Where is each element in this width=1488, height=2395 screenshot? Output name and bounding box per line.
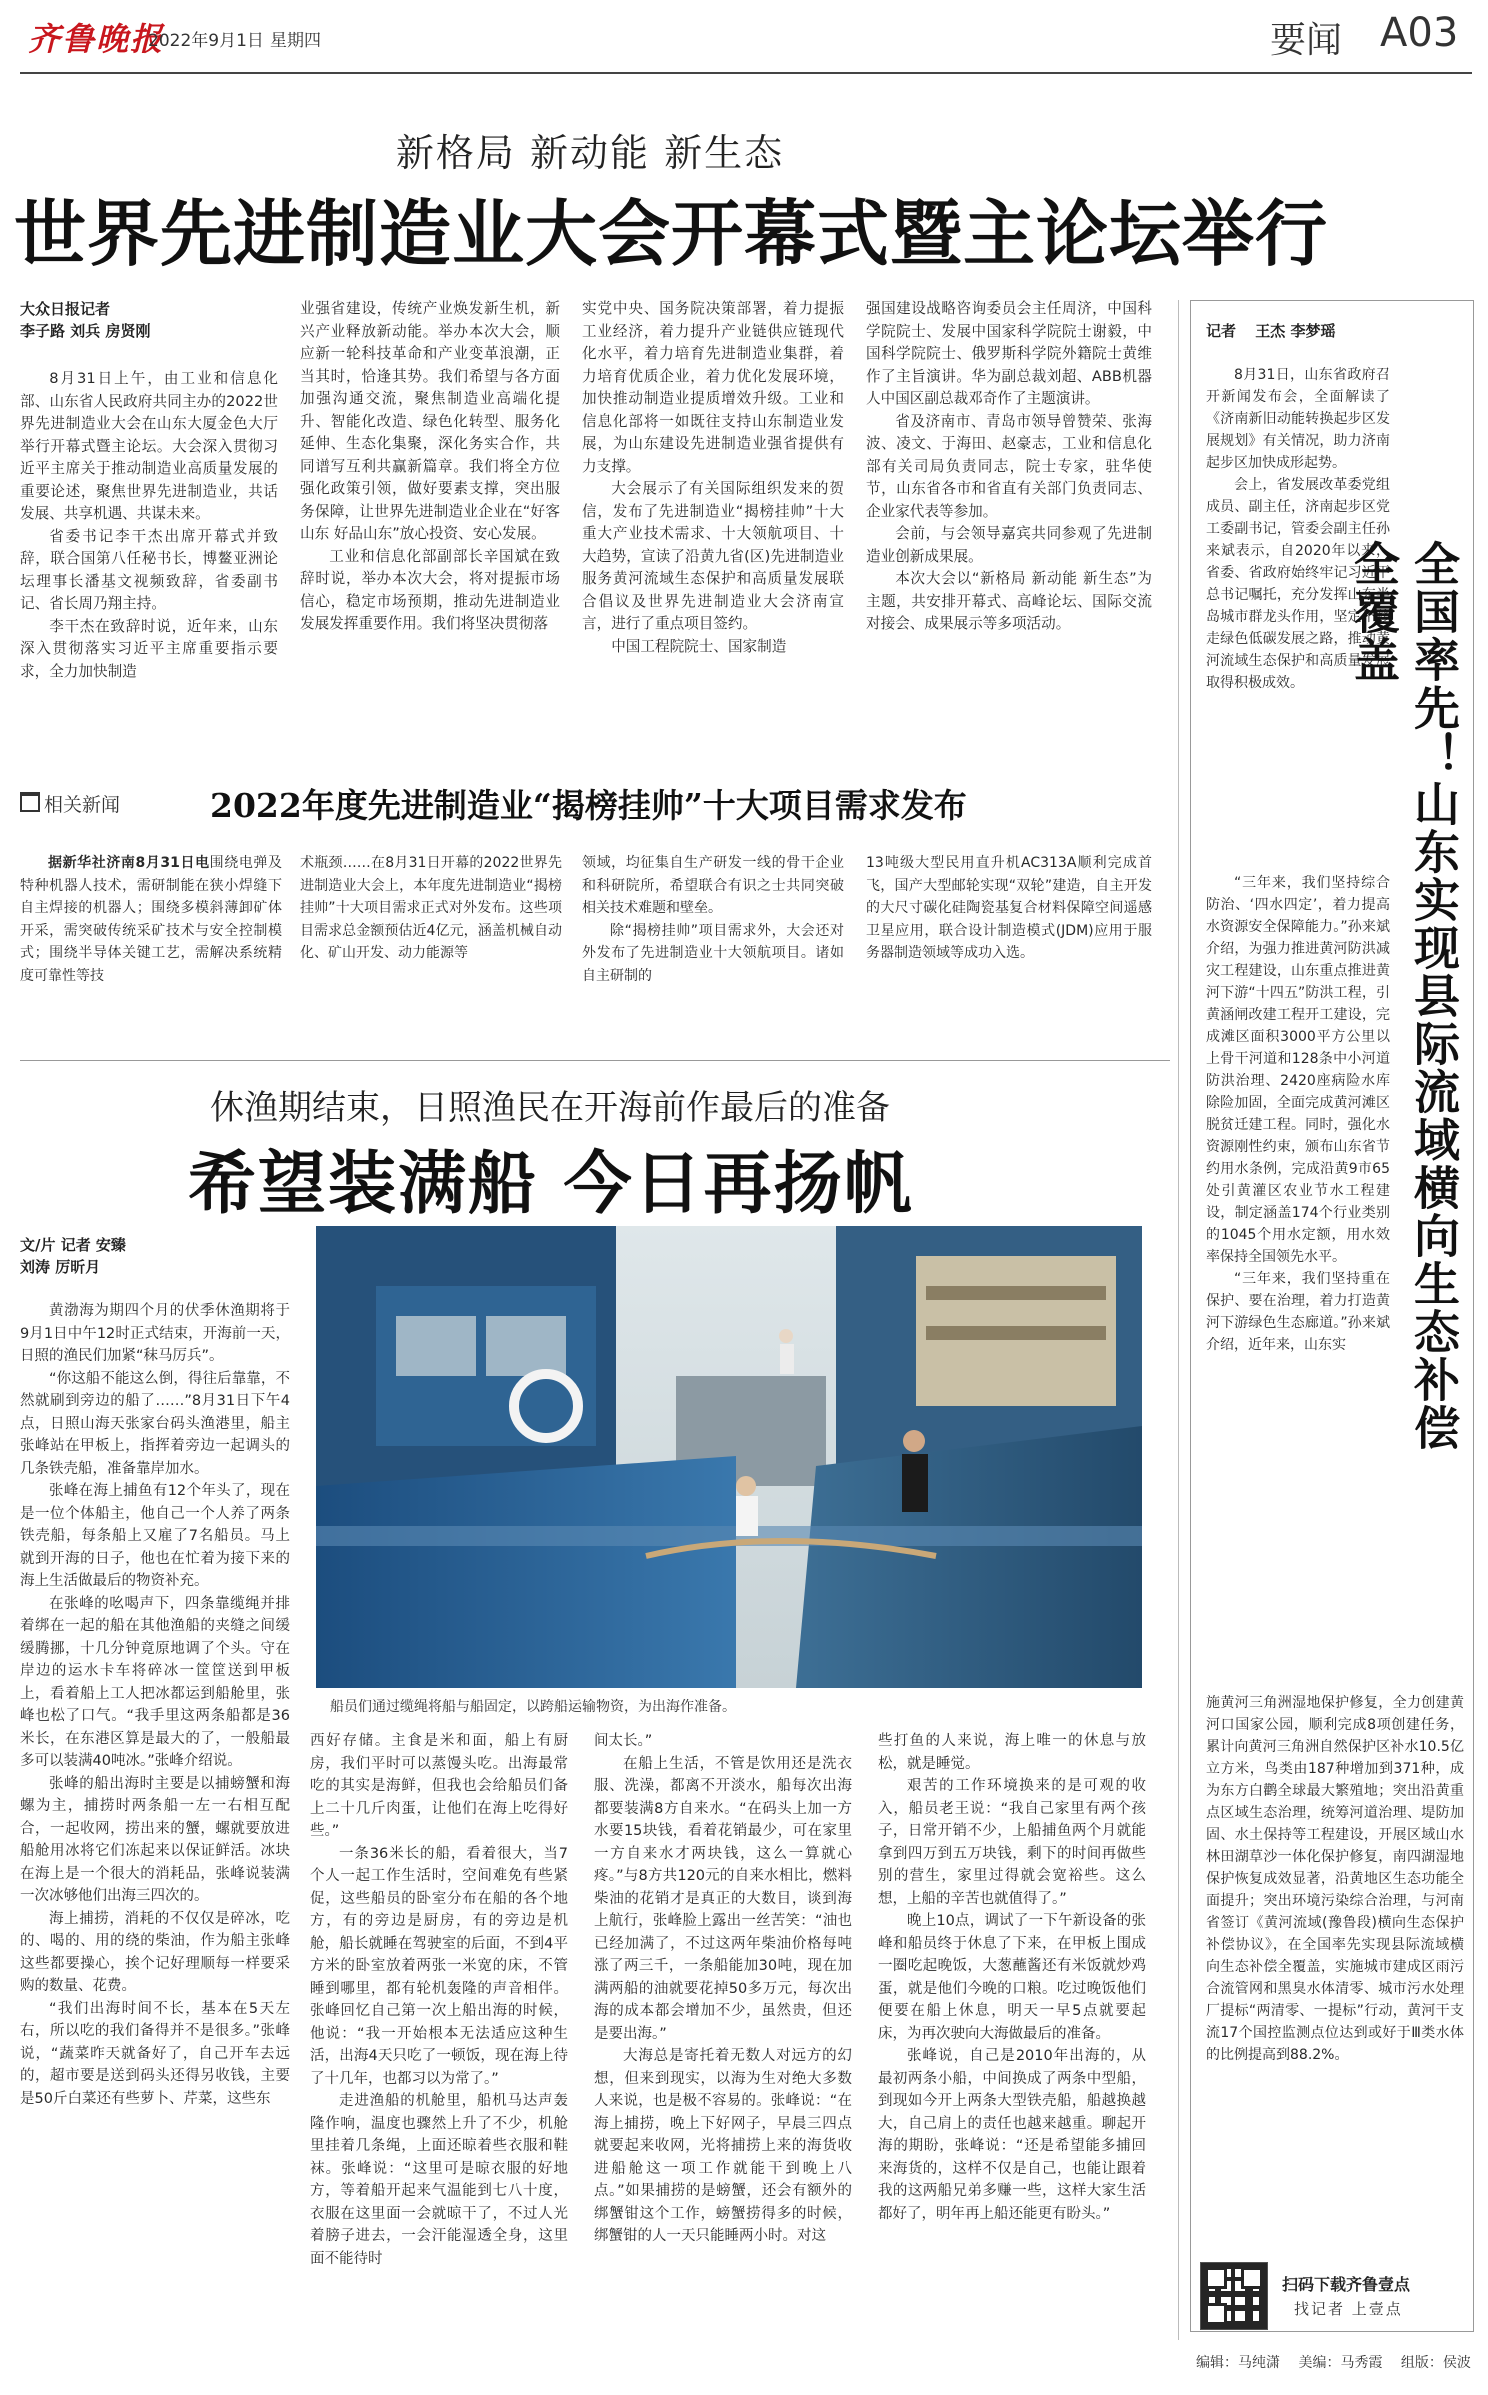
paragraph: 艰苦的工作环境换来的是可观的收入，船员老王说：“我自己家里有两个孩子，日常开销不少，上船捕鱼两个月就能拿到四万到五万块钱，剩下的时间再做些别的营生，家里过得就会宽裕些。这么想，上船的辛苦也就值得了。” [878, 1778, 1146, 1907]
qr-title: 扫码下载齐鲁壹点 [1282, 2275, 1411, 2294]
paragraph: “三年来，我们坚持综合防治、‘四水四定’，着力提高水资源安全保障能力。”孙来斌介绍，为强力推进黄河防洪减灾工程建设，山东重点推进黄河下游“十四五”防洪工程，引黄涵闸改建工程开工建设，完成滩区面积3000平方公里以上骨干河道和128条中小河道防洪治理、2420座病险水库除险加固，全面完成黄河滩区脱贫迁建工程。同时，强化水资源刚性约束，颁布山东省节约用水条例，完成沿黄9市65处引黄灌区农业节水工程建设，制定涵盖174个行业类别的1045个用水定额，用水效率保持全国领先水平。 [1206, 875, 1390, 1265]
lead-byline-names: 李子路 刘兵 房贤刚 [20, 322, 151, 340]
related-column-2 [300, 852, 562, 1052]
sidebar-divider [1178, 300, 1179, 2340]
paragraph: 些打鱼的人来说，海上唯一的休息与放松，就是睡觉。 [878, 1733, 1146, 1772]
paragraph: 强国建设战略咨询委员会主任周济，中国科学院院士、发展中国家科学院院士谢毅，中国科学院院士、俄罗斯科学院外籍院士黄维作了主旨演讲。华为副总裁刘超、ABB机器人中国区副总裁邓奇作了主题演讲。 [866, 300, 1152, 407]
paragraph: “你这船不能这么倒，得往后靠靠，不然就刷到旁边的船了……”8月31日下午4点，日照山海天张家台码头渔港里，船主张峰站在甲板上，指挥着旁边一起调头的几条铁壳船，准备靠岸加水。 [20, 1370, 290, 1477]
paragraph: 中国工程院院士、国家制造 [611, 637, 787, 655]
lead-kicker: 新格局 新动能 新生态 [395, 131, 785, 175]
fishing-title: 希望装满船 今日再扬帆 [188, 1144, 914, 1224]
paragraph: 实党中央、国务院决策部署，着力提振工业经济，着力提升产业链供应链现代化水平，着力培育先进制造业集群，着力培育优质企业，着力优化发展环境，加快推动制造业提质增效升级。工业和信息化部将一如既往支持山东制造业发展，为山东建设先进制造业强省提供有力支撑。 [582, 300, 844, 475]
paragraph: 晚上10点，调试了一下午新设备的张峰和船员终于休息了下来，在甲板上围成一圈吃起晚饭，大葱蘸酱还有米饭就炒鸡蛋，就是他们今晚的口粮。吃过晚饭他们便要在船上休息，明天一早5点就要起床，为再次驶向大海做最后的准备。 [878, 1913, 1146, 2042]
dateline: 据新华社济南8月31日电 [48, 855, 210, 871]
photo-caption: 船员们通过缆绳将船与船固定，以跨船运输物资，为出海作准备。 [330, 1699, 736, 1715]
related-news-label: 相关新闻 [44, 794, 121, 816]
newspaper-icon [20, 792, 40, 812]
lead-byline-org: 大众日报记者 [20, 300, 111, 318]
paragraph: 间太长。” [594, 1733, 653, 1749]
lead-column-2 [300, 298, 560, 754]
related-column-1 [20, 852, 282, 1052]
fishing-kicker: 休渔期结束，日照渔民在开海前作最后的准备 [210, 1088, 890, 1128]
paragraph: 业强省建设，传统产业焕发新生机，新兴产业释放新动能。举办本次大会，顺应新一轮科技革命和产业变革浪潮，正当其时，恰逢其势。我们希望与各方面加强沟通交流，聚焦制造业高端化提升、智能化改造、绿色化转型、服务化延伸、生态化集聚，深化务实合作，共同谱写互利共赢新篇章。我们将全方位强化政策引领，做好要素支撑，突出服务保障，让世界先进制造业企业在“好客山东 好品山东”放心投资、安心发展。 [300, 300, 560, 542]
paragraph: 海上捕捞，消耗的不仅仅是碎冰，吃的、喝的、用的绕的柴油，作为船主张峰这些都要操心，挨个记好理顺每一样要采购的数量、花费。 [20, 1910, 290, 1994]
section-name: 要闻 [1270, 20, 1343, 61]
footer-editor: 编辑：马纯潇 [1196, 2355, 1280, 2371]
fishing-column-4 [878, 1730, 1146, 2340]
issue-weekday: 星期四 [270, 31, 321, 51]
paragraph: 围绕电弹及特种机器人技术，需研制能在狭小焊缝下自主焊接的机器人；围绕多模斜薄卸矿体开采，需突破传统采矿技术与安全控制模式；围绕半导体关键工艺，需解决系统精度可靠性等技 [20, 855, 282, 984]
paragraph: 本次大会以“新格局 新动能 新生态”为主题，共安排开幕式、高峰论坛、国际交流对接会、成果展示等多项活动。 [866, 570, 1152, 632]
paragraph: 省委书记李干杰出席开幕式并致辞，联合国第八任秘书长，博鳌亚洲论坛理事长潘基文视频致辞，省委副书记、省长周乃翔主持。 [20, 527, 278, 612]
paragraph: 术瓶颈……在8月31日开幕的2022世界先进制造业大会上，本年度先进制造业“揭榜挂帅”十大项目需求正式对外发布。这些项目需求总金额预估近4亿元，涵盖机械自动化、矿山开发、动力能源等 [300, 855, 562, 961]
paragraph: 领域，均征集自生产研发一线的骨干企业和科研院所，希望联合有识之士共同突破相关技术难题和壁垒。 [582, 855, 844, 916]
paragraph: 走进渔船的机舱里，船机马达声轰隆作响，温度也骤然上升了不少，机舱里挂着几条绳，上面还晾着些衣服和鞋袜。张峰说：“这里可是晾衣服的好地方，等着船开起来气温能到七八十度，衣服在这里面一会就晾干了，不过人光着膀子进去，一会汗能湿透全身，这里面不能待时 [310, 2093, 568, 2267]
paragraph: 西好存储。主食是米和面，船上有厨房，我们平时可以蒸馒头吃。出海最常吃的其实是海鲜，但我也会给船员们备上二十几斤肉蛋，让他们在海上吃得好些。” [310, 1733, 568, 1839]
paragraph: 大会展示了有关国际组织发来的贺信，发布了先进制造业“揭榜挂帅”十大重大产业技术需求、十大领航项目、十大趋势，宣读了沿黄九省(区)先进制造业服务黄河流域生态保护和高质量发展联合倡议及世界先进制造业大会济南宣言，进行了重点项目签约。 [582, 480, 844, 632]
paragraph: 除“揭榜挂帅”项目需求外，大会还对外发布了先进制造业十大领航项目。诸如自主研制的 [582, 922, 844, 984]
header-rule [20, 72, 1472, 74]
section-divider [20, 1060, 1170, 1061]
qr-subtitle: 找记者 上壹点 [1294, 2300, 1403, 2318]
sidebar-column-mid [1206, 872, 1390, 1692]
fishing-column-3 [594, 1730, 852, 2340]
paragraph: 8月31日，山东省政府召开新闻发布会，全面解读了《济南新旧动能转换起步区发展规划》有关情况，助力济南起步区加快成形起势。 [1206, 367, 1390, 471]
footer-proof: 组版：侯波 [1400, 2355, 1471, 2371]
paragraph: 张峰的船出海时主要是以捕螃蟹和海螺为主，捕捞时两条船一左一右相互配合，一起收网，捞出来的蟹，螺就要放进船舱用冰将它们冻起来以保证鲜活。冰块在海上是一个很大的消耗品，张峰说装满一次冰够他们出海三四次的。 [20, 1775, 290, 1904]
sidebar-reporter-label: 记者 [1206, 322, 1237, 340]
sidebar-column-bottom [1206, 1692, 1464, 2242]
fishing-column-1 [20, 1300, 290, 2340]
page-number: A03 [1380, 10, 1459, 56]
newspaper-logo: 齐鲁晚报 [28, 20, 165, 58]
paragraph: 会上，省发展改革委党组成员、副主任，济南起步区党工委副书记，管委会副主任孙来斌表示，自2020年以来，省委、省政府始终牢记习近平总书记嘱托，充分发挥山东半岛城市群龙头作用，坚定不移走绿色低碳发展之路，推动黄河流域生态保护和高质量发展取得积极成效。 [1206, 477, 1390, 691]
paragraph: 施黄河三角洲湿地保护修复，全力创建黄河口国家公园，顺利完成8项创建任务，累计向黄河三角洲自然保护区补水10.5亿立方米，鸟类由187种增加到371种，成为东方白鹳全球最大繁殖地；突出沿黄重点区域生态治理，统筹河道治理、堤防加固、水土保持等工程建设，开展区域山水林田湖草沙一体化保护修复，南四湖湿地保护恢复成效显著，沿黄地区生态功能全面提升；突出环境污染综合治理，与河南省签订《黄河流域(豫鲁段)横向生态保护补偿协议》，在全国率先实现县际流域横向生态补偿全覆盖，实施城市建成区雨污合流管网和黑臭水体清零、城市污水处理厂提标“两清零、一提标”行动，黄河干支流17个国控监测点位达到或好于Ⅲ类水体的比例提高到88.2%。 [1206, 1695, 1464, 2063]
fishing-byline-2: 刘涛 厉昕月 [20, 1258, 101, 1276]
paragraph: 张峰说，自己是2010年出海的，从最初两条小船，中间换成了两条中型船，到现如今开上两条大型铁壳船，船越换越大，自己肩上的责任也越来越重。聊起开海的期盼，张峰说：“还是希望能多捕回来海货的，这样不仅是自己，也能让跟着我的这两船兄弟多赚一些，这样大家生活都好了，明年再上船还能更有盼头。” [878, 2048, 1146, 2222]
paragraph: 黄渤海为期四个月的伏季休渔期将于9月1日中午12时正式结束，开海前一天，日照的渔民们加紧“秣马厉兵”。 [20, 1303, 290, 1364]
lead-column-3 [582, 298, 844, 754]
masthead-header [0, 0, 1488, 72]
fishing-column-2 [310, 1730, 568, 2340]
footer-credits [1196, 2352, 1471, 2372]
qr-code-icon [1200, 2262, 1268, 2330]
related-column-4 [866, 852, 1152, 1052]
related-news-tag [20, 790, 120, 817]
paragraph: 8月31日上午，由工业和信息化部、山东省人民政府共同主办的2022世界先进制造业大会在山东大厦金色大厅举行开幕式暨主论坛。大会深入贯彻习近平主席关于推动制造业高质量发展的重要论述，聚焦世界先进制造业，共话发展、共享机遇、共谋未来。 [20, 370, 278, 522]
paragraph: “三年来，我们坚持重在保护、要在治理，着力打造黄河下游绿色生态廊道。”孙来斌介绍，近年来，山东实 [1206, 1271, 1390, 1353]
sidebar-reporter-names: 王杰 李梦瑶 [1255, 322, 1336, 340]
paragraph: 大海总是寄托着无数人对远方的幻想，但来到现实，以海为生对绝大多数人来说，也是极不容易的。张峰说：“在海上捕捞，晚上下好网子，早晨三四点就要起来收网，光将捕捞上来的海货收进船舱这一项工作就能干到晚上八点。”如果捕捞的是螃蟹，还会有额外的绑蟹钳这个工作，螃蟹捞得多的时候，绑蟹钳的人一天只能睡两小时。对这 [594, 2048, 852, 2244]
footer-designer: 美编：马秀霞 [1298, 2355, 1383, 2371]
issue-date: 2022年9月1日 [148, 31, 264, 51]
fishing-boat-photo [316, 1226, 1142, 1688]
lead-column-1 [20, 368, 278, 754]
lead-column-4 [866, 298, 1152, 754]
paragraph: 在张峰的吆喝声下，四条靠缆绳并排着绑在一起的船在其他渔船的夹缝之间缓缓腾挪，十几分钟竟原地调了个头。守在岸边的运水卡车将碎冰一筐筐送到甲板上，看着船上工人把冰都运到船舱里，张峰也松了口气。“我手里这两条船都是36米长，在东港区算是最大的了，一般船最多可以装满40吨冰。”张峰介绍说。 [20, 1595, 290, 1769]
paragraph: 工业和信息化部副部长辛国斌在致辞时说，举办本次大会，将对提振市场信心，稳定市场预期，推动先进制造业发展发挥重要作用。我们将坚决贯彻落 [300, 547, 560, 632]
related-title: 2022年度先进制造业“揭榜挂帅”十大项目需求发布 [210, 786, 967, 825]
fishing-byline-1: 文/片 记者 安臻 [20, 1236, 126, 1254]
paragraph: 张峰在海上捕鱼有12个年头了，现在是一位个体船主，他自己一个人养了两条铁壳船，每条船上又雇了7名船员。马上就到开海的日子，他也在忙着为接下来的海上生活做最后的物资补充。 [20, 1483, 290, 1589]
sidebar-byline [1206, 320, 1335, 342]
photo-illustration [316, 1226, 1142, 1688]
paragraph: 会前，与会领导嘉宾共同参观了先进制造业创新成果展。 [866, 525, 1152, 565]
related-column-3 [582, 852, 844, 1052]
paragraph: 13吨级大型民用直升机AC313A顺利完成首飞，国产大型邮轮实现“双轮”建造，自主开发的大尺寸碳化硅陶瓷基复合材料保障空间遥感卫星应用，联合设计制造模式(JDM)应用于服务器制造领域等成功入选。 [866, 855, 1152, 961]
sidebar-vertical-title: 全国率先！山东实现县际流域横向生态补偿全覆盖 [1347, 540, 1461, 1452]
lead-title: 世界先进制造业大会开幕式暨主论坛举行 [14, 191, 1329, 276]
paragraph: 在船上生活，不管是饮用还是洗衣服、洗澡，都离不开淡水，船每次出海都要装满8方自来水。“在码头上加一方水要15块钱，看着花销最少，可在家里一方自来水才两块钱，这么一算就心疼。”与8方共120元的自来水相比，燃料柴油的花销才是真正的大数目，谈到海上航行，张峰脸上露出一丝苦笑：“油也已经加满了，不过这两年柴油价格每吨涨了两三千，一条船能加30吨，现在加满两船的油就要花掉50多万元，每次出海的成本都会增加不少，虽然贵，但还是要出海。” [594, 1755, 852, 2042]
paragraph: 一条36米长的船，看着很大，当7个人一起工作生活时，空间难免有些紧促，这些船员的卧室分布在船的各个地方，有的旁边是厨房，有的旁边是机舱，船长就睡在驾驶室的后面，不到4平方米的卧室放着两张一米宽的床，不管睡到哪里，都有轮机轰隆的声音相伴。张峰回忆自己第一次上船出海的时候，他说：“我一开始根本无法适应这种生活，出海4天只吃了一顿饭，现在海上待了十几年，也都习以为常了。” [310, 1845, 568, 2087]
paragraph: “我们出海时间不长，基本在5天左右，所以吃的我们备得并不是很多。”张峰说，“蔬菜昨天就备好了，自己开车去远的，超市要是送到码头还得另收钱，主要是50斤白菜还有些萝卜、芹菜，这些东 [20, 2000, 290, 2107]
paragraph: 李干杰在致辞时说，近年来，山东深入贯彻落实习近平主席重要指示要求，全力加快制造 [20, 617, 278, 680]
paragraph: 省及济南市、青岛市领导曾赞荣、张海波、凌文、于海田、赵豪志，工业和信息化部有关司局负责同志，院士专家，驻华使节，山东省各市和省直有关部门负责同志、企业家代表等参加。 [866, 412, 1152, 520]
